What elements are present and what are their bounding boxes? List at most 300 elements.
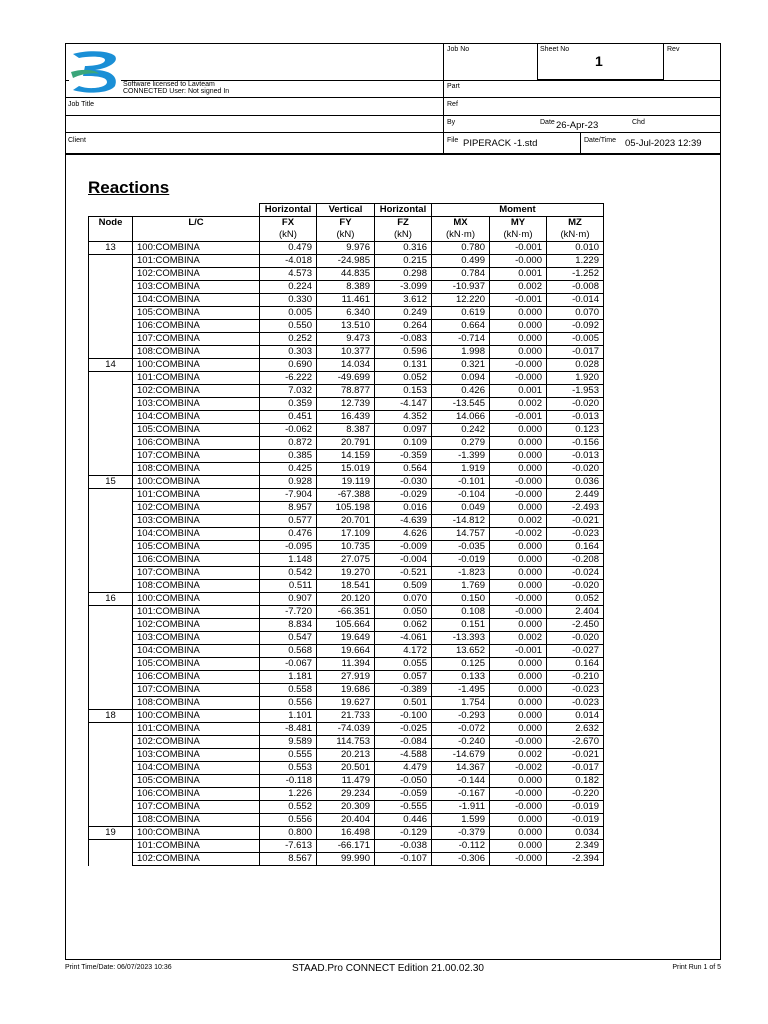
value-cell: -0.013 [547,450,604,463]
value-cell: -67.388 [317,489,375,502]
value-cell: 0.002 [490,398,547,411]
lc-cell: 103:COMBINA [133,398,260,411]
node-cell [89,294,133,307]
value-cell: -0.083 [375,333,432,346]
node-cell [89,346,133,359]
value-cell: 20.120 [317,593,375,606]
value-cell: 0.001 [490,385,547,398]
table-row [89,645,604,658]
node-cell [89,567,133,580]
value-cell: 0.005 [260,307,317,320]
table-row [89,801,604,814]
lc-cell: 108:COMBINA [133,346,260,359]
value-cell: -0.008 [547,281,604,294]
value-cell: -0.107 [375,853,432,866]
table-row [89,606,604,619]
table-row [89,697,604,710]
node-cell [89,268,133,281]
lc-cell: 102:COMBINA [133,385,260,398]
value-cell: 0.321 [432,359,490,372]
value-cell: 0.151 [432,619,490,632]
value-cell: 78.877 [317,385,375,398]
value-cell: 0.153 [375,385,432,398]
node-cell [89,775,133,788]
value-cell: 0.426 [432,385,490,398]
unit-fy: (kN) [317,229,375,242]
value-cell: 0.476 [260,528,317,541]
sheet-no-label: Sheet No [540,46,570,53]
node-cell [89,385,133,398]
table-row [89,775,604,788]
value-cell: 0.097 [375,424,432,437]
value-cell: -0.144 [432,775,490,788]
node-cell [89,697,133,710]
value-cell: 0.501 [375,697,432,710]
value-cell: -2.493 [547,502,604,515]
ref-label: Ref [447,101,458,108]
lc-cell: 107:COMBINA [133,450,260,463]
value-cell: 0.000 [490,723,547,736]
unit-mz: (kN·m) [547,229,604,242]
node-cell [89,281,133,294]
value-cell: 0.000 [490,619,547,632]
value-cell: 0.164 [547,658,604,671]
value-cell: 0.055 [375,658,432,671]
value-cell: 20.701 [317,515,375,528]
value-cell: 0.872 [260,437,317,450]
value-cell: 0.094 [432,372,490,385]
value-cell: 14.367 [432,762,490,775]
lc-cell: 102:COMBINA [133,268,260,281]
table-row [89,723,604,736]
value-cell: 0.002 [490,515,547,528]
group-vertical: Vertical [317,204,375,217]
value-cell: 0.050 [375,606,432,619]
value-cell: -0.020 [547,580,604,593]
value-cell: -0.000 [490,788,547,801]
value-cell: -0.000 [490,489,547,502]
value-cell: 0.619 [432,307,490,320]
value-cell: 0.555 [260,749,317,762]
lc-cell: 102:COMBINA [133,502,260,515]
value-cell: -0.038 [375,840,432,853]
value-cell: 0.123 [547,424,604,437]
chd-label: Chd [632,119,645,126]
value-cell: -0.084 [375,736,432,749]
node-cell [89,333,133,346]
node-cell [89,853,133,866]
lc-cell: 102:COMBINA [133,853,260,866]
value-cell: 11.394 [317,658,375,671]
datetime-label: Date/Time [584,137,617,144]
value-cell: -8.481 [260,723,317,736]
node-cell: 16 [89,593,133,606]
node-cell [89,411,133,424]
lc-cell: 100:COMBINA [133,593,260,606]
value-cell: -0.156 [547,437,604,450]
part-label: Part [447,83,460,90]
value-cell: 0.547 [260,632,317,645]
reactions-table [88,203,604,866]
table-row [89,294,604,307]
node-cell [89,502,133,515]
value-cell: 0.499 [432,255,490,268]
value-cell: 0.000 [490,710,547,723]
value-cell: 0.479 [260,242,317,255]
datetime-value: 05-Jul-2023 12:39 [625,138,702,149]
value-cell: -4.018 [260,255,317,268]
value-cell: -0.101 [432,476,490,489]
value-cell: 0.000 [490,567,547,580]
value-cell: 0.052 [375,372,432,385]
value-cell: 0.215 [375,255,432,268]
value-cell: 19.119 [317,476,375,489]
value-cell: 0.000 [490,541,547,554]
value-cell: -0.379 [432,827,490,840]
value-cell: -0.020 [547,632,604,645]
value-cell: 4.172 [375,645,432,658]
value-cell: -0.002 [490,528,547,541]
lc-cell: 100:COMBINA [133,476,260,489]
value-cell: -0.004 [375,554,432,567]
value-cell: 0.000 [490,671,547,684]
col-node: Node [89,217,133,230]
value-cell: 0.425 [260,463,317,476]
group-horizontal2: Horizontal [375,204,432,217]
value-cell: 4.573 [260,268,317,281]
node-cell [89,632,133,645]
value-cell: -0.000 [490,255,547,268]
value-cell: 0.279 [432,437,490,450]
value-cell: 11.479 [317,775,375,788]
table-row [89,762,604,775]
value-cell: 19.686 [317,684,375,697]
col-lc: L/C [133,217,260,230]
value-cell: 0.784 [432,268,490,281]
lc-cell: 100:COMBINA [133,359,260,372]
value-cell: 4.626 [375,528,432,541]
value-cell: 19.664 [317,645,375,658]
value-cell: -0.023 [547,528,604,541]
value-cell: -0.000 [490,372,547,385]
value-cell: 0.451 [260,411,317,424]
node-cell: 13 [89,242,133,255]
table-row [89,541,604,554]
value-cell: -14.812 [432,515,490,528]
value-cell: 12.739 [317,398,375,411]
node-cell [89,307,133,320]
value-cell: 0.125 [432,658,490,671]
node-cell [89,398,133,411]
value-cell: 0.014 [547,710,604,723]
value-cell: -0.059 [375,788,432,801]
value-cell: -0.001 [490,411,547,424]
value-cell: -6.222 [260,372,317,385]
value-cell: 14.159 [317,450,375,463]
value-cell: -24.985 [317,255,375,268]
value-cell: -0.220 [547,788,604,801]
node-cell [89,528,133,541]
table-row [89,710,604,723]
lc-cell: 107:COMBINA [133,684,260,697]
value-cell: 29.234 [317,788,375,801]
job-no-label: Job No [447,46,470,53]
value-cell: -1.823 [432,567,490,580]
value-cell: 0.553 [260,762,317,775]
lc-cell: 107:COMBINA [133,333,260,346]
value-cell: 8.389 [317,281,375,294]
value-cell: 0.000 [490,463,547,476]
value-cell: -0.129 [375,827,432,840]
lc-cell: 106:COMBINA [133,554,260,567]
table-row [89,359,604,372]
value-cell: 0.330 [260,294,317,307]
value-cell: 0.298 [375,268,432,281]
value-cell: -0.389 [375,684,432,697]
value-cell: 0.001 [490,268,547,281]
value-cell: -0.062 [260,424,317,437]
value-cell: 1.754 [432,697,490,710]
node-cell [89,541,133,554]
value-cell: 1.919 [432,463,490,476]
value-cell: -0.027 [547,645,604,658]
value-cell: 0.034 [547,827,604,840]
value-cell: 1.769 [432,580,490,593]
lc-cell: 106:COMBINA [133,671,260,684]
value-cell: -10.937 [432,281,490,294]
value-cell: 17.109 [317,528,375,541]
node-cell [89,437,133,450]
edition: STAAD.Pro CONNECT Edition 21.00.02.30 [292,963,484,974]
col-fz: FZ [375,217,432,230]
value-cell: 0.036 [547,476,604,489]
table-row [89,268,604,281]
value-cell: 0.542 [260,567,317,580]
value-cell: -49.699 [317,372,375,385]
report-title: Reactions [88,178,170,197]
value-cell: 0.000 [490,827,547,840]
lc-cell: 100:COMBINA [133,827,260,840]
value-cell: 1.101 [260,710,317,723]
value-cell: 0.000 [490,814,547,827]
node-cell [89,658,133,671]
value-cell: -0.000 [490,359,547,372]
value-cell: -7.904 [260,489,317,502]
value-cell: -0.000 [490,736,547,749]
value-cell: 0.000 [490,554,547,567]
value-cell: 0.252 [260,333,317,346]
table-row [89,333,604,346]
group-header-row [89,204,604,217]
value-cell: 114.753 [317,736,375,749]
reactions-body [89,242,604,866]
col-mz: MZ [547,217,604,230]
value-cell: 15.019 [317,463,375,476]
value-cell: 0.359 [260,398,317,411]
value-cell: -0.521 [375,567,432,580]
value-cell: 2.449 [547,489,604,502]
value-cell: 0.070 [375,593,432,606]
value-cell: 105.664 [317,619,375,632]
value-cell: 0.249 [375,307,432,320]
value-cell: 0.028 [547,359,604,372]
table-row [89,619,604,632]
value-cell: 20.501 [317,762,375,775]
value-cell: 0.552 [260,801,317,814]
value-cell: 14.066 [432,411,490,424]
value-cell: -0.293 [432,710,490,723]
value-cell: -0.001 [490,645,547,658]
value-cell: 2.404 [547,606,604,619]
table-row [89,827,604,840]
value-cell: 20.213 [317,749,375,762]
table-row [89,840,604,853]
value-cell: 0.000 [490,684,547,697]
unit-my: (kN·m) [490,229,547,242]
value-cell: 12.220 [432,294,490,307]
value-cell: -0.306 [432,853,490,866]
file-label: File [447,137,459,144]
value-cell: -0.050 [375,775,432,788]
value-cell: 2.632 [547,723,604,736]
sheet-no: 1 [595,53,603,69]
value-cell: -0.000 [490,476,547,489]
value-cell: 8.957 [260,502,317,515]
value-cell: 20.309 [317,801,375,814]
table-row [89,307,604,320]
node-cell [89,736,133,749]
print-time: Print Time/Date: 06/07/2023 10:36 [65,964,172,971]
value-cell: 10.735 [317,541,375,554]
value-cell: -0.112 [432,840,490,853]
value-cell: 20.404 [317,814,375,827]
value-cell: 99.990 [317,853,375,866]
node-cell [89,788,133,801]
table-row [89,853,604,866]
lc-cell: 101:COMBINA [133,606,260,619]
table-row [89,398,604,411]
value-cell: -0.030 [375,476,432,489]
table-row [89,320,604,333]
unit-fx: (kN) [260,229,317,242]
node-cell [89,489,133,502]
date-value: 26-Apr-23 [556,120,599,131]
node-cell [89,645,133,658]
value-cell: 18.541 [317,580,375,593]
table-row [89,502,604,515]
value-cell: -0.013 [547,411,604,424]
value-cell: 0.509 [375,580,432,593]
node-cell [89,320,133,333]
node-cell [89,840,133,853]
lc-cell: 104:COMBINA [133,645,260,658]
lc-cell: 103:COMBINA [133,749,260,762]
value-cell: -0.359 [375,450,432,463]
value-cell: 0.150 [432,593,490,606]
value-cell: -0.024 [547,567,604,580]
value-cell: 0.264 [375,320,432,333]
value-cell: 9.589 [260,736,317,749]
value-cell: -0.019 [547,801,604,814]
lc-cell: 107:COMBINA [133,567,260,580]
lc-cell: 101:COMBINA [133,723,260,736]
value-cell: -4.588 [375,749,432,762]
value-cell: 0.000 [490,658,547,671]
node-cell [89,801,133,814]
value-cell: -0.020 [547,463,604,476]
table-row [89,658,604,671]
value-cell: 7.032 [260,385,317,398]
value-cell: -0.025 [375,723,432,736]
value-cell: 0.010 [547,242,604,255]
col-fx: FX [260,217,317,230]
table-row [89,346,604,359]
table-row [89,567,604,580]
value-cell: 3.612 [375,294,432,307]
table-row [89,515,604,528]
date-label: Date [540,119,555,126]
value-cell: -7.720 [260,606,317,619]
value-cell: 1.599 [432,814,490,827]
value-cell: -0.000 [490,593,547,606]
value-cell: -4.147 [375,398,432,411]
table-row [89,242,604,255]
value-cell: -1.252 [547,268,604,281]
value-cell: 0.446 [375,814,432,827]
value-cell: 0.002 [490,281,547,294]
value-cell: 0.164 [547,541,604,554]
value-cell: 4.352 [375,411,432,424]
node-cell [89,723,133,736]
value-cell: -0.001 [490,242,547,255]
node-cell [89,463,133,476]
node-cell [89,515,133,528]
value-cell: -0.000 [490,853,547,866]
node-cell [89,372,133,385]
value-cell: -0.555 [375,801,432,814]
lc-cell: 104:COMBINA [133,528,260,541]
node-cell [89,684,133,697]
lc-cell: 101:COMBINA [133,840,260,853]
table-row [89,814,604,827]
node-cell: 15 [89,476,133,489]
value-cell: -1.495 [432,684,490,697]
value-cell: -0.118 [260,775,317,788]
value-cell: 0.062 [375,619,432,632]
lc-cell: 104:COMBINA [133,411,260,424]
table-row [89,437,604,450]
value-cell: -0.240 [432,736,490,749]
node-cell: 18 [89,710,133,723]
value-cell: -0.000 [490,606,547,619]
value-cell: 0.556 [260,814,317,827]
lc-cell: 104:COMBINA [133,762,260,775]
value-cell: 0.907 [260,593,317,606]
value-cell: 0.664 [432,320,490,333]
table-row [89,281,604,294]
value-cell: 0.224 [260,281,317,294]
value-cell: -1.911 [432,801,490,814]
value-cell: 9.976 [317,242,375,255]
table-row [89,593,604,606]
col-mx: MX [432,217,490,230]
value-cell: 0.016 [375,502,432,515]
unit-row [89,229,604,242]
lc-cell: 106:COMBINA [133,788,260,801]
value-cell: 1.226 [260,788,317,801]
value-cell: 20.791 [317,437,375,450]
value-cell: 0.780 [432,242,490,255]
